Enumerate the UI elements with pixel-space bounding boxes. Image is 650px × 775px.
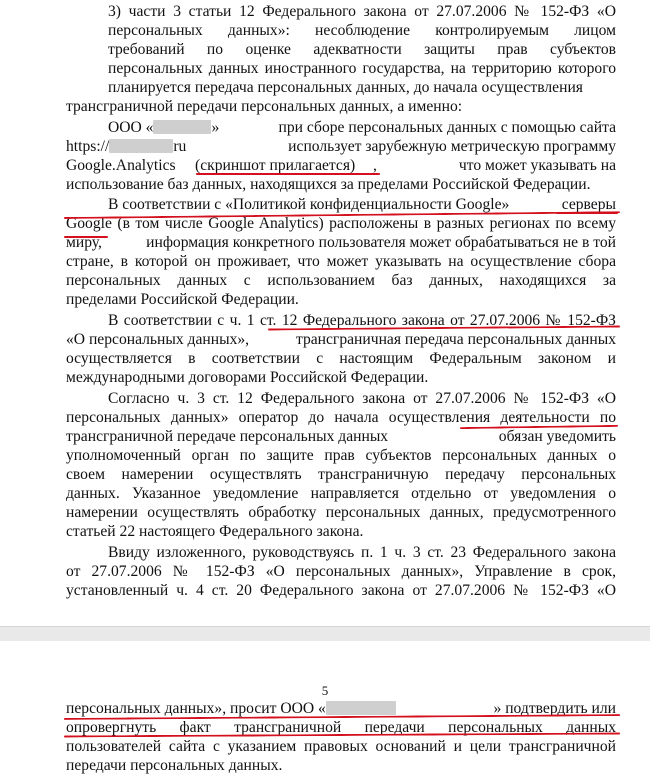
redacted-company-name — [326, 701, 396, 715]
text-line: Google.Analytics (скриншот прилагается) , что может указывать на — [66, 157, 616, 174]
text-line: намерении осуществлять обработку персональных данных, предусмотренного — [66, 504, 616, 521]
text-line: от 27.07.2006 № 152-ФЗ «О персональных данных», Управление в срок, — [66, 563, 616, 580]
text-line: трансграничной передаче персональных данных обязан уведомить — [66, 428, 616, 445]
highlighted-servers-line: Google (в том числе Google Analytics) расположены в разных регионах по всему — [66, 215, 616, 232]
text-line: установленный ч. 4 ст. 20 Федерального закона от 27.07.2006 № 152-ФЗ «О — [66, 582, 616, 599]
text-line: данных. Указанное уведомление направляется отдельно от уведомления о — [66, 485, 616, 502]
highlighted-transborder-fact: опровергнуть факт трансграничной передачи персональных данных — [66, 719, 616, 736]
text-line: требований по оценке адекватности защиты прав субъектов — [108, 41, 616, 58]
redacted-company-name — [153, 120, 211, 134]
red-underline — [64, 236, 108, 238]
text-line: В соответствии с «Политикой конфиденциальности Google» серверы — [108, 196, 616, 213]
text-line: трансграничной передачи персональных данных, а именно: — [66, 98, 463, 115]
text-line: планируется передача персональных данных, до начала осуществления — [108, 79, 583, 96]
text-line: осуществляется в соответствии с настоящим Федеральным законом и — [66, 350, 616, 367]
text-line: https:// ru использует зарубежную метрическую программу — [66, 138, 616, 155]
text-line: уполномоченный орган по защите прав субъектов персональных данных о — [66, 447, 616, 464]
text-line: миру, информация конкретного пользователя может обрабатываться не в той — [66, 234, 616, 251]
text-line: Согласно ч. 3 ст. 12 Федерального закона от 27.07.2006 № 152-ФЗ «О — [108, 390, 616, 407]
text-line: «О персональных данных», трансграничная передача персональных данных — [66, 331, 616, 348]
text-line: персональных данных иностранного государства, на территорию которого — [108, 60, 616, 77]
highlighted-obliged: обязан уведомить — [498, 428, 616, 445]
text-line: В соответствии с ч. 1 ст. 12 Федерального закона от 27.07.2006 № 152-ФЗ — [108, 312, 616, 329]
text-line: использование баз данных, находящихся за пределами Российской Федерации. — [66, 176, 591, 193]
redacted-site-name — [109, 139, 173, 153]
text-line: персональных данных», просит ООО « » подтвердить или — [66, 700, 616, 717]
highlighted-servers: серверы — [561, 196, 616, 213]
page-separator — [0, 626, 650, 642]
text-line: персональных данных»: несоблюдение контролируемым лицом — [108, 22, 616, 39]
text-line: 3) части 3 статьи 12 Федерального закона от 27.07.2006 № 152-ФЗ «О — [108, 3, 616, 20]
text-line: статьей 22 настоящего Федерального закона. — [66, 523, 364, 540]
text-line: стране, в которой он проживает, что может указывать на осуществление сбора — [66, 253, 616, 270]
text-line: пределами Российской Федерации. — [66, 291, 299, 308]
page-number: 5 — [321, 683, 329, 698]
text-line: передачи персональных данных. — [66, 757, 283, 774]
highlighted-transborder: трансграничная передача персональных данных — [295, 331, 616, 348]
text-line: пользователей сайта с указанием правовых оснований и цели трансграничной — [66, 738, 616, 755]
text-line: международными договорами Российской Федерации. — [66, 369, 429, 386]
text-line: персональных данных» оператор до начала осуществления деятельности по — [66, 409, 616, 426]
text-line: персональных данных с использованием баз данных, находящихся за — [66, 272, 616, 289]
screenshot-note: (скриншот прилагается) — [195, 157, 356, 174]
text-line: ООО « » при сборе персональных данных с помощью сайта — [108, 119, 616, 136]
text-line: своем намерении осуществлять трансграничную передачу персональных — [66, 466, 616, 483]
text-line: Ввиду изложенного, руководствуясь п. 1 ч. 3 ст. 23 Федерального закона — [108, 544, 616, 561]
highlighted-world: миру — [66, 234, 99, 251]
